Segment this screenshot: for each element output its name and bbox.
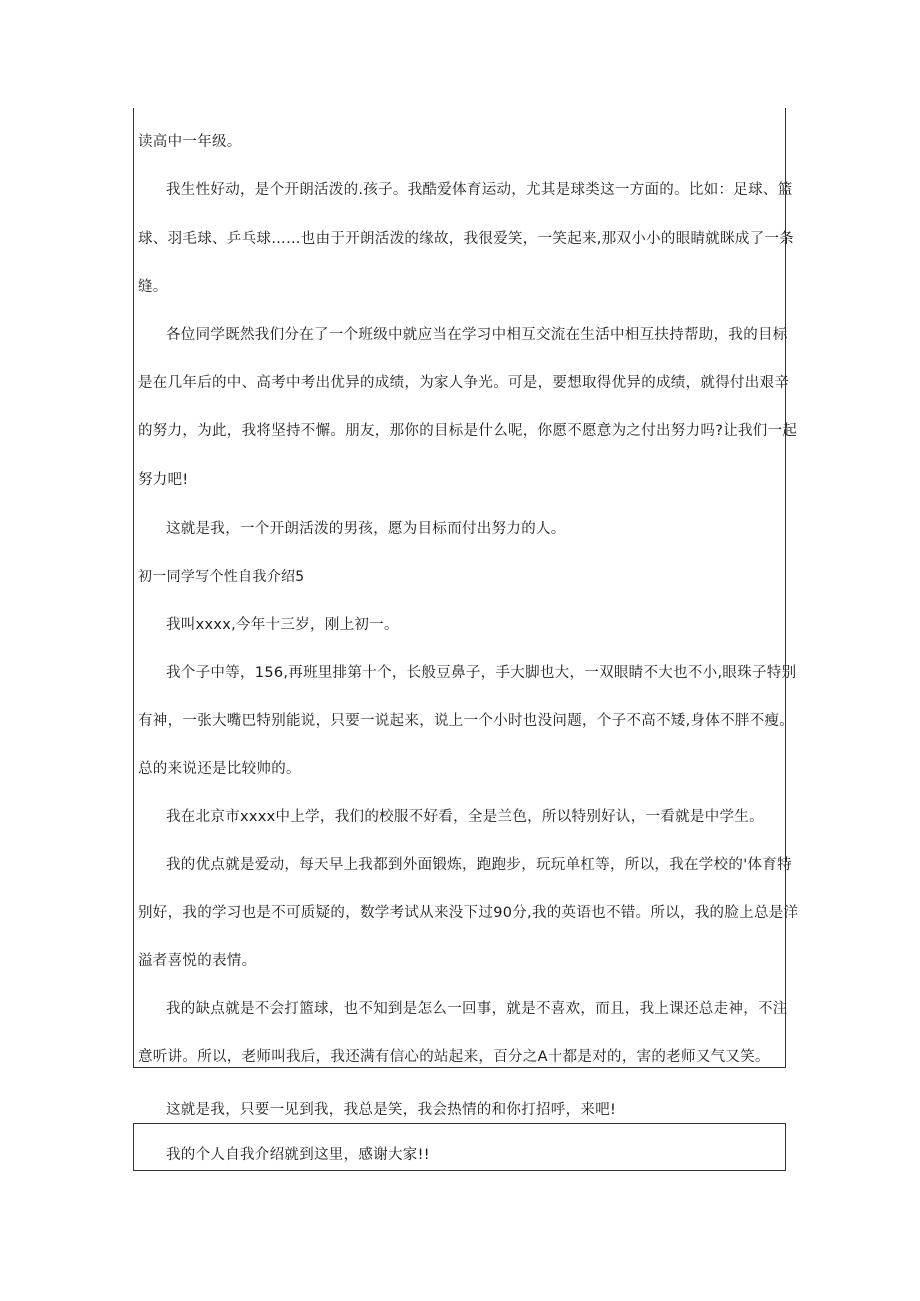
text-line: 缝。 [138,279,168,295]
text-line: 总的来说还是比较帅的。 [138,761,301,777]
text-line: 各位同学既然我们分在了一个班级中就应当在学习中相互交流在生活中相互扶持帮助，我的目标 [166,327,788,343]
text-line: 我的个人自我介绍就到这里，感谢大家!! [166,1147,430,1163]
text-line: 努力吧! [138,472,189,488]
text-line: 溢者喜悦的表情。 [138,953,257,969]
text-line: 读高中一年级。 [138,134,242,150]
text-line: 我叫xxxx,今年十三岁，刚上初一。 [166,617,399,633]
text-line: 是在几年后的中、高考中考出优异的成绩，为家人争光。可是，要想取得优异的成绩，就得付出艰辛 [138,375,790,391]
text-line: 我生性好动，是个开朗活泼的.孩子。我酷爱体育运动，尤其是球类这一方面的。比如：足球、篮 [166,182,793,198]
text-line: 别好，我的学习也是不可质疑的，数学考试从来没下过90分,我的英语也不错。所以，我的脸上总是洋 [138,905,799,921]
text-line: 有神，一张大嘴巴特别能说，只要一说起来，说上一个小时也没问题，个子不高不矮,身体不胖不瘦。 [138,713,795,729]
section-heading: 初一同学写个性自我介绍5 [138,569,305,585]
text-line: 我个子中等，156,再班里排第十个，长般豆鼻子，手大脚也大，一双眼睛不大也不小,眼珠子特别 [166,665,797,681]
text-line: 意听讲。所以，老师叫我后，我还满有信心的站起来，百分之A十都是对的，害的老师又气又笑。 [138,1049,770,1065]
text-line: 我在北京市xxxx中上学，我们的校服不好看，全是兰色，所以特别好认，一看就是中学生。 [166,809,764,825]
text-line: 球、羽毛球、乒乓球……也由于开朗活泼的缘故，我很爱笑，一笑起来,那双小小的眼睛就眯成了一条 [138,231,795,247]
text-line: 的努力，为此，我将坚持不懈。朋友，那你的目标是什么呢，你愿不愿意为之付出努力吗?让我们一起 [138,423,798,439]
content-frame [133,108,786,1068]
text-line: 我的缺点就是不会打篮球，也不知到是怎么一回事，就是不喜欢，而且，我上课还总走神，不注 [166,1001,788,1017]
text-line: 这就是我，一个开朗活泼的男孩，愿为目标而付出努力的人。 [166,521,566,537]
text-line: 我的优点就是爱动，每天早上我都到外面锻炼，跑跑步，玩玩单杠等，所以，我在学校的'体育特 [166,857,792,873]
text-line: 这就是我，只要一见到我，我总是笑，我会热情的和你打招呼，来吧! [166,1102,617,1118]
